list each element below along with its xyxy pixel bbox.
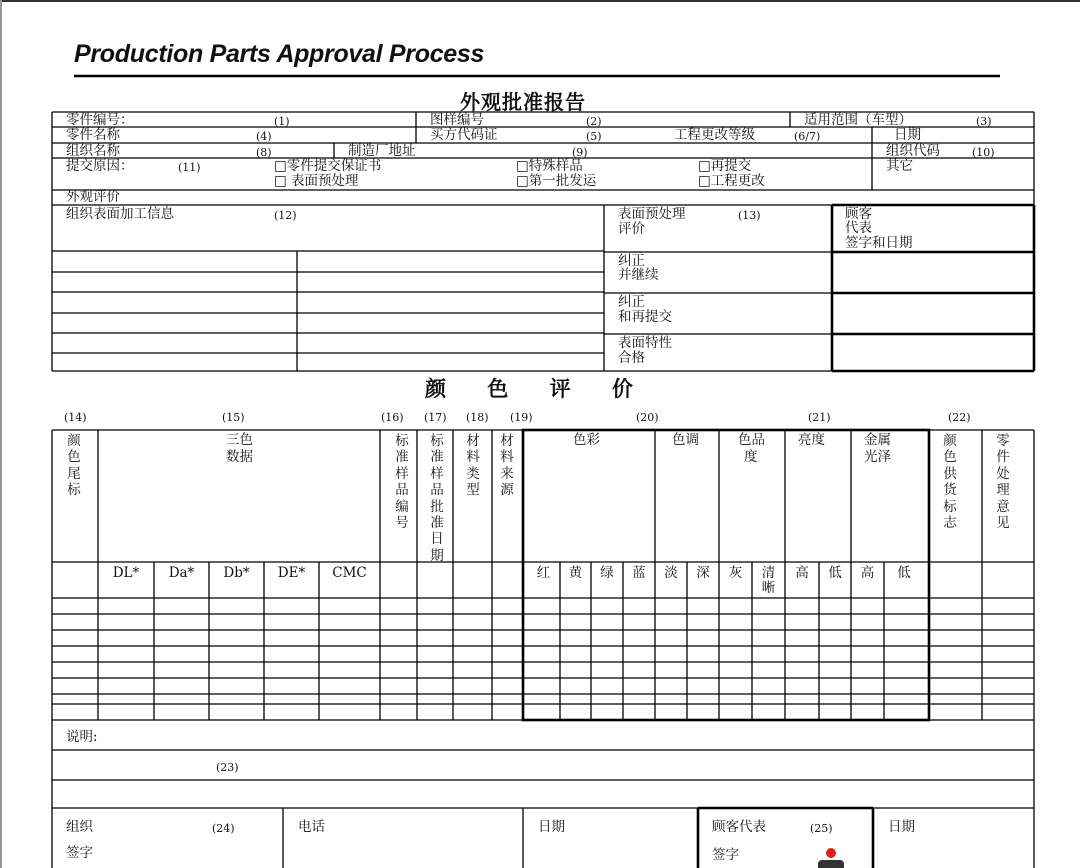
col-header-material-source: 材料来源 — [500, 433, 514, 499]
reason-first-shipment-checkbox[interactable]: □第一批发运 — [516, 173, 597, 189]
plant-address-label: 制造厂地址 — [348, 143, 416, 159]
col-header-metallic-1: 金属 — [864, 432, 891, 448]
customer-rep-ref: (25) — [810, 822, 833, 835]
buyer-code-label: 买方代码证 — [430, 127, 498, 143]
phone-label: 电话 — [298, 819, 325, 835]
notes-ref: (23) — [216, 761, 239, 774]
document-title-en: Production Parts Approval Process — [74, 40, 485, 68]
plant-address-ref: (9) — [572, 146, 588, 159]
part-number-ref: (1) — [274, 115, 290, 128]
scope-label: 适用范围（车型） — [804, 112, 912, 128]
reason-resubmission-checkbox[interactable]: □再提交 — [698, 158, 752, 174]
sub-header-cmc: CMC — [332, 565, 367, 581]
surface-finish-info-ref: (12) — [274, 209, 297, 222]
sub-header-bright-high: 高 — [795, 565, 809, 581]
col-ref-19: (19) — [510, 411, 533, 424]
organization-signature-label: 签字 — [66, 845, 93, 861]
buyer-code-ref: (5) — [586, 130, 602, 143]
correct-continue-label-2: 并继续 — [618, 267, 659, 283]
organization-label: 组织 — [66, 819, 93, 835]
correct-continue-label-1: 纠正 — [618, 253, 645, 269]
sub-header-db: Db* — [223, 565, 250, 581]
customer-label-1: 顾客 — [845, 206, 872, 222]
part-name-label: 零件名称 — [66, 127, 120, 143]
col-header-master-number: 标准样品编号 — [395, 433, 409, 532]
other-label: 其它 — [886, 158, 913, 174]
col-ref-16: (16) — [381, 411, 404, 424]
logo-red-dot — [826, 848, 836, 858]
sub-header-da: Da* — [168, 565, 195, 581]
correct-resubmit-label-2: 和再提交 — [618, 309, 672, 325]
col-ref-21: (21) — [808, 411, 831, 424]
organization-ref: (24) — [212, 822, 235, 835]
col-ref-17: (17) — [424, 411, 447, 424]
col-ref-22: (22) — [948, 411, 971, 424]
part-name-ref: (4) — [256, 130, 272, 143]
organization-code-ref: (10) — [972, 146, 995, 159]
submission-reason-ref: (11) — [178, 161, 201, 174]
col-header-tone: 色调 — [672, 432, 699, 448]
customer-rep-label: 顾客代表 — [712, 819, 766, 835]
notes-label: 说明: — [66, 729, 98, 745]
date-label: 日期 — [894, 127, 921, 143]
col-header-chroma-2: 度 — [744, 449, 758, 465]
organization-name-ref: (8) — [256, 146, 272, 159]
drawing-number-ref: (2) — [586, 115, 602, 128]
col-header-color-shipping: 颜色供货标志 — [943, 433, 957, 532]
engineering-change-ref: (6/7) — [794, 130, 821, 143]
col-header-brightness: 亮度 — [798, 432, 825, 448]
organization-code-label: 组织代码 — [886, 143, 940, 159]
col-header-tristimulus-2: 数据 — [226, 449, 253, 465]
sub-header-dl: DL* — [112, 565, 140, 581]
sub-header-metal-high: 高 — [860, 565, 875, 581]
customer-label-3: 签字和日期 — [845, 235, 913, 251]
submission-reason-label: 提交原因： — [66, 158, 134, 174]
color-evaluation-title: 颜 色 评 价 — [425, 377, 633, 401]
surface-finish-info-label: 组织表面加工信息 — [66, 206, 174, 222]
customer-label-2: 代表 — [845, 220, 872, 236]
sub-header-gray: 灰 — [728, 565, 743, 581]
surface-ok-label-1: 表面特性 — [618, 335, 672, 351]
col-header-chroma-1: 色品 — [738, 432, 765, 448]
col-header-material-type: 材料类型 — [466, 433, 480, 499]
organization-date-label: 日期 — [538, 819, 565, 835]
logo-fragment — [818, 860, 844, 868]
sub-header-red: 红 — [536, 565, 551, 581]
reason-surface-pretreatment-checkbox[interactable]: □ 表面预处理 — [274, 173, 359, 189]
drawing-number-label: 图样编号 — [430, 112, 484, 128]
col-ref-14: (14) — [64, 411, 87, 424]
sub-header-dark: 深 — [696, 565, 710, 581]
col-header-color-suffix: 颜色尾标 — [67, 433, 81, 499]
customer-date-label: 日期 — [888, 819, 915, 835]
sub-header-green: 绿 — [600, 565, 614, 581]
surface-ok-label-2: 合格 — [618, 350, 645, 366]
sub-header-metal-low: 低 — [897, 565, 911, 581]
col-header-part-disposition: 零件处理意见 — [996, 433, 1010, 532]
engineering-change-label: 工程更改等级 — [674, 127, 755, 143]
customer-signature-label: 签字 — [712, 847, 739, 863]
reason-psw-checkbox[interactable]: □零件提交保证书 — [274, 158, 382, 174]
pretreatment-eval-label-2: 评价 — [618, 221, 645, 237]
sub-header-bright-low: 低 — [828, 565, 842, 581]
appearance-evaluation-label: 外观评价 — [66, 189, 120, 205]
col-ref-15: (15) — [222, 411, 245, 424]
sub-header-de: DE* — [277, 565, 306, 581]
sub-header-clear-2: 晰 — [761, 580, 776, 596]
col-header-hue: 色彩 — [573, 432, 600, 448]
col-ref-20: (20) — [636, 411, 659, 424]
sub-header-clear-1: 清 — [761, 565, 776, 581]
sub-header-blue: 蓝 — [632, 565, 646, 581]
reason-engineering-change-checkbox[interactable]: □工程更改 — [698, 173, 765, 189]
col-header-metallic-2: 光泽 — [864, 449, 891, 465]
pretreatment-eval-label-1: 表面预处理 — [618, 206, 686, 222]
scope-ref: (3) — [976, 115, 992, 128]
document-title-cn: 外观批准报告 — [460, 90, 586, 114]
col-header-master-date: 标准样品批准日期 — [430, 433, 444, 564]
part-number-label: 零件编号： — [66, 112, 134, 128]
sub-header-yellow: 黄 — [568, 565, 583, 581]
col-ref-18: (18) — [466, 411, 489, 424]
organization-name-label: 组织名称 — [66, 143, 120, 159]
reason-special-sample-checkbox[interactable]: □特殊样品 — [516, 158, 583, 174]
sub-header-light: 淡 — [664, 565, 678, 581]
correct-resubmit-label-1: 纠正 — [618, 294, 645, 310]
pretreatment-eval-ref: (13) — [738, 209, 761, 222]
col-header-tristimulus-1: 三色 — [226, 432, 253, 448]
